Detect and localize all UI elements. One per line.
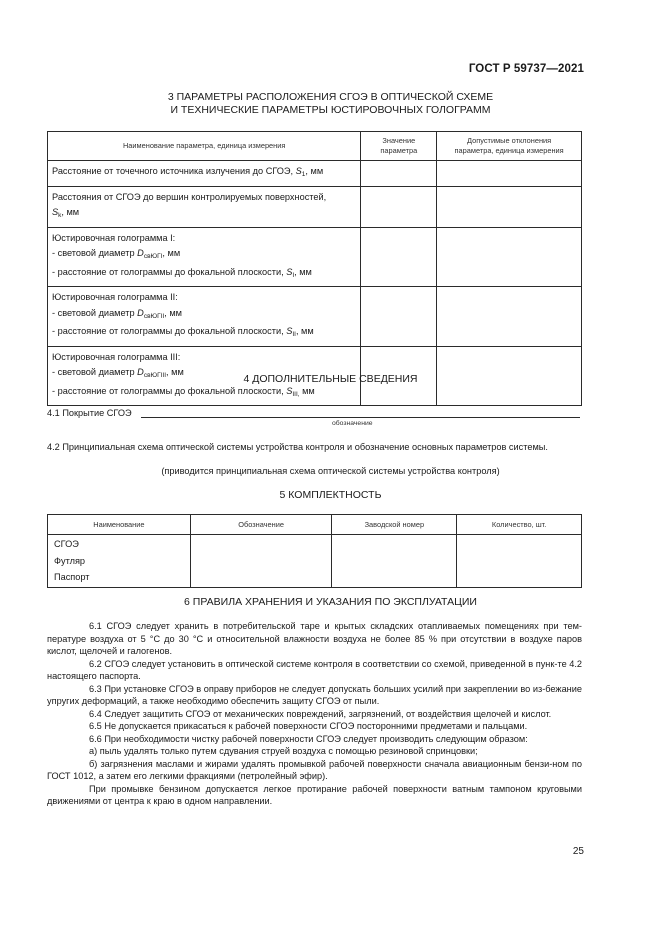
completeness-table [47,514,582,588]
section-3-title [0,91,661,117]
list-item: Паспорт [54,572,90,582]
tolerance-cell [437,161,582,187]
section-6-body [47,620,582,808]
document-code: ГОСТ Р 59737—2021 [468,63,584,75]
value-cell [361,186,437,227]
designation-cell [190,535,332,588]
section-5-title: 5 КОМПЛЕКТНОСТЬ [279,489,382,501]
paragraph-6-6-a: а) пыль удалять только путем сдувания струей воздуха с помощью резиновой спринцовки; [89,746,478,756]
item-4-2: 4.2 Принципиальная схема оптической системы устройства контроля и обозначение основных параметров системы. [47,442,548,452]
table-header-row [48,132,582,161]
header-quantity: Количество, шт. [457,515,582,535]
paragraph-6-6-b: б) загрязнения маслами и жирами удалять промывкой рабочей поверхности сначала авиационным бензи-ном по ГОСТ 1012, а затем его легкими фракциями (петролейный эфир). [47,758,582,781]
parameters-table [47,131,582,406]
paragraph-6-7: При промывке бензином допускается легкое протирание рабочей поверхности ватным тампоном круговыми движениями от центра к краю в одном направлении. [47,783,582,806]
quantity-cell [457,535,582,588]
tolerance-cell [437,227,582,287]
header-value: Значение параметра [361,132,437,161]
paragraph-6-6: 6.6 При необходимости чистку рабочей поверхности СГОЭ следует производить следующим образом: [89,733,528,744]
list-item: СГОЭ [54,539,79,549]
paragraph-6-5: 6.5 Не допускается прикасаться к рабочей поверхности СГОЭ посторонними предметами и пальцами. [89,721,528,731]
param-hologram-1: Юстировочная голограмма I: - световой диаметр $D_{свЮГI}$, мм - расстояние от голограммы до фокальной плоскости, $S_I$, мм [48,227,361,287]
paragraph-6-2: 6.2 СГОЭ следует установить в оптической системе контроля в соответствии со схемой, приведенной в пунк-те 4.2 настоящего паспорта. [47,658,583,681]
tolerance-cell [437,287,582,347]
paragraph-6-4: 6.4 Следует защитить СГОЭ от механических повреждений, загрязнений, от воздействия щелочей и кислот. [89,708,552,719]
serial-cell [332,535,457,588]
page-number: 25 [572,846,584,857]
section-3-title-line1: 3 ПАРАМЕТРЫ РАСПОЛОЖЕНИЯ СГОЭ В ОПТИЧЕСКОЙ СХЕМЕ [167,91,494,103]
value-cell [361,287,437,347]
coating-caption: обозначение [332,420,373,427]
header-serial: Заводской номер [332,515,457,535]
table-row [48,161,582,187]
header-name: Наименование [48,515,191,535]
param-hologram-2: Юстировочная голограмма II: - световой диаметр $D_{свЮГII}$, мм - расстояние от голограммы до фокальной плоскости, $S_{II}$, мм [48,287,361,347]
section-4-title: 4 ДОПОЛНИТЕЛЬНЫЕ СВЕДЕНИЯ [243,373,418,385]
scheme-placeholder: (приводится принципиальная схема оптической системы устройства контроля) [161,466,500,476]
table-row [48,535,582,588]
param-distance-surfaces: Расстояния от СГОЭ до вершин контролируемых поверхностей, $S_k$, мм [48,186,361,227]
tolerance-cell [437,186,582,227]
param-hologram-3: Юстировочная голограмма III: - световой диаметр $D_{свЮГIII}$, мм - расстояние от голограммы до фокальной плоскости, $S_{III,}$ мм [48,346,361,406]
table-header-row [48,515,582,535]
table-row [48,186,582,227]
header-parameter-name: Наименование параметра, единица измерения [48,132,361,161]
table-row [48,227,582,287]
paragraph-6-1: 6.1 СГОЭ следует хранить в потребительской таре и крытых складских отапливаемых помещениях при тем-пературе воздуха от 5 °С до 30 °С и относительной влажности воздуха не более 85 % при отсутствии в воздухе паров кислот, щелочей и галогенов. [47,621,582,656]
items-cell [48,535,191,588]
header-tolerance: Допустимые отклонения параметра, единица измерения [437,132,582,161]
coating-fill-line [141,417,580,418]
table-row [48,287,582,347]
coating-label: 4.1 Покрытие СГОЭ [47,408,132,418]
param-distance-source: Расстояние от точечного источника излучения до СГОЭ, $S_1$, мм [48,161,361,187]
value-cell [361,227,437,287]
section-3-title-line2: И ТЕХНИЧЕСКИЕ ПАРАМЕТРЫ ЮСТИРОВОЧНЫХ ГОЛОГРАММ [170,104,491,116]
value-cell [361,161,437,187]
section-6-title: 6 ПРАВИЛА ХРАНЕНИЯ И УКАЗАНИЯ ПО ЭКСПЛУАТАЦИИ [184,596,477,608]
list-item: Футляр [54,555,86,566]
paragraph-6-3: 6.3 При установке СГОЭ в оправу приборов не следует допускать больших усилий при закреплении во из-бежание упругих деформаций, а также необходимо обеспечить защиту СГОЭ от пыли. [47,683,582,706]
header-designation: Обозначение [190,515,332,535]
